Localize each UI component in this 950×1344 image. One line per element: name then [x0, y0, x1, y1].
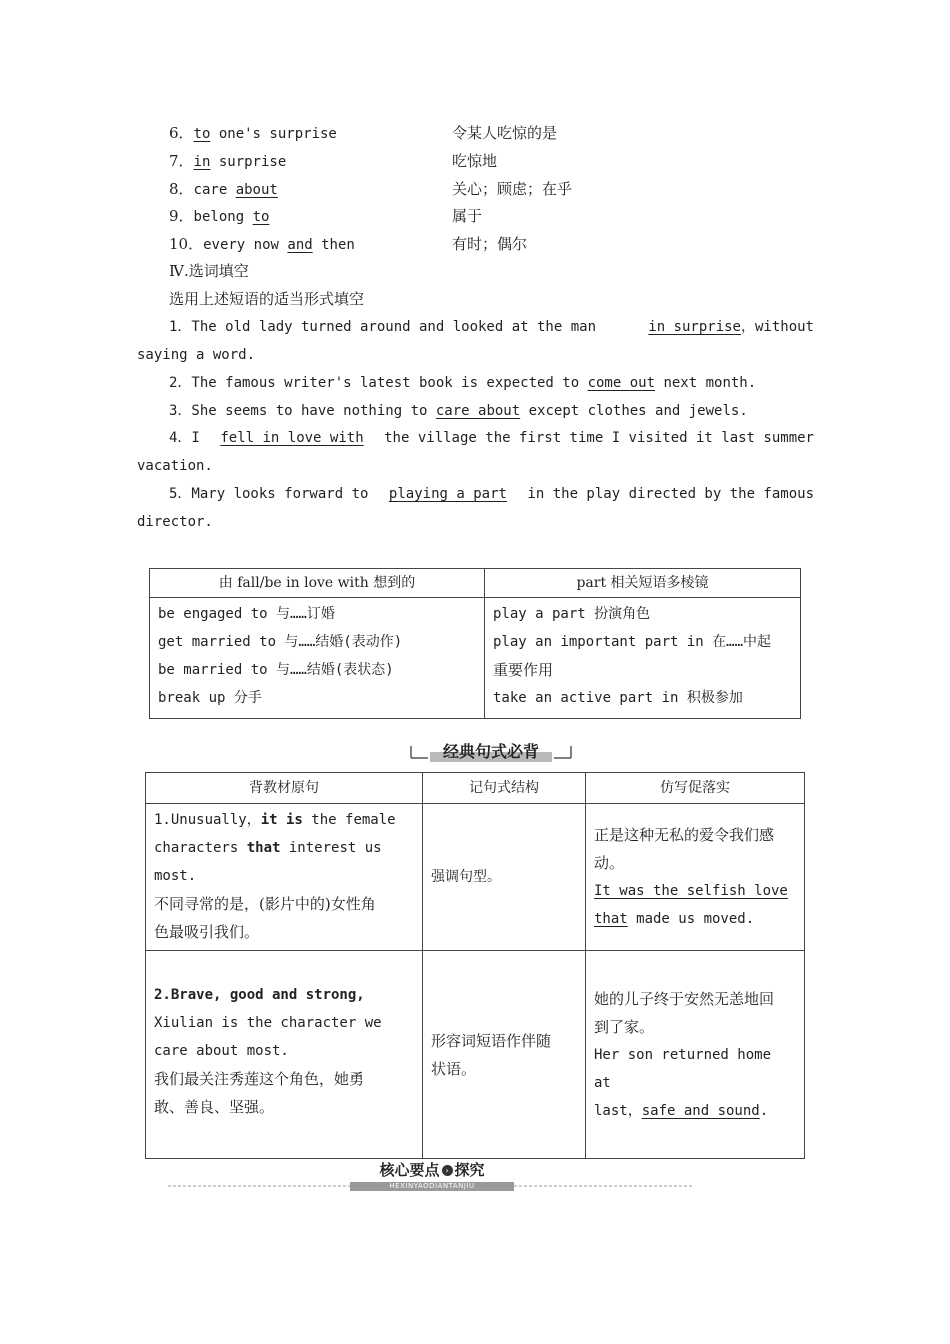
phrase-blank: about — [235, 182, 278, 198]
text: interest us — [280, 840, 382, 856]
practice-prompt: 正是这种无私的爱令我们感 — [594, 826, 775, 844]
sentence-orig-line: care about most. — [154, 1043, 289, 1059]
sentence-orig-line: most. — [154, 868, 197, 884]
practice-text: Her son returned home at — [594, 1046, 772, 1091]
chevron-right-icon: › — [442, 1165, 453, 1176]
emphasis-text: it is — [260, 812, 303, 828]
exercise-text: in the play directed by the famous — [527, 486, 814, 502]
exercise-text: 1．The old lady turned around and looked at the man — [169, 319, 597, 335]
sentence-table — [145, 772, 805, 1159]
sentence-table-header: 仿写促落实 — [586, 773, 805, 804]
exercise-1-cont: saying a word. — [137, 347, 256, 363]
sentence-orig-translation: 我们最关注秀莲这个角色，她勇 — [154, 1070, 365, 1088]
sentence-orig-line: 2.Brave, good and strong, — [154, 987, 365, 1003]
sentence-practice-cell — [586, 951, 805, 1159]
phrase-number: 8． — [169, 180, 194, 198]
exercise-answer: in surprise — [648, 319, 741, 335]
exercise-text: the village the first time I visited it last summer — [384, 430, 814, 446]
phrase-table-item: be married to 与……结婚(表状态) — [158, 662, 394, 678]
exercise-text: 2．The famous writer's latest book is expected to — [169, 375, 588, 391]
exercise-answer: care about — [435, 403, 521, 419]
section-instruction: 选用上述短语的适当形式填空 — [169, 290, 365, 308]
phrase-post: one's surprise — [210, 126, 337, 142]
practice-answer: It was the selfish love — [594, 883, 788, 899]
phrase-meaning: 令某人吃惊的是 — [452, 124, 558, 142]
phrase-item — [169, 233, 355, 255]
sentence-orig-cell — [146, 951, 423, 1159]
text: the female — [302, 812, 396, 828]
phrase-meaning: 关心；顾虑；在乎 — [452, 180, 573, 198]
phrase-pre: every now — [203, 237, 288, 253]
exercise-4 — [169, 427, 814, 449]
phrase-table-item: 重要作用 — [493, 661, 554, 679]
exercise-5-cont: director. — [137, 514, 213, 530]
practice-text: made us moved. — [627, 911, 755, 927]
phrase-item — [169, 122, 337, 144]
section-title: Ⅳ.选词填空 — [169, 262, 249, 280]
sentence-practice-cell — [586, 804, 805, 951]
phrase-table-item: play a part 扮演角色 — [493, 606, 651, 622]
exercise-text: except clothes and jewels. — [520, 403, 748, 419]
exercise-3 — [169, 400, 748, 422]
sentence-structure-cell — [423, 951, 586, 1159]
phrase-table-item: break up 分手 — [158, 690, 262, 706]
phrase-table-right-cell — [485, 598, 801, 719]
practice-text: . — [759, 1102, 769, 1119]
phrase-post: then — [312, 237, 355, 253]
exercise-text: next month. — [655, 375, 757, 391]
practice-prompt: 她的儿子终于安然无恙地回 — [594, 989, 775, 1008]
exercise-answer: playing a part — [388, 486, 507, 502]
phrase-meaning: 吃惊地 — [452, 152, 498, 170]
phrase-table-right-header: part 相关短语多棱镜 — [485, 569, 801, 598]
phrase-table-left-header: 由 fall/be in love with 想到的 — [150, 569, 485, 598]
phrase-pre: care — [193, 182, 236, 198]
phrase-table-item: get married to 与……结婚(表动作) — [158, 634, 403, 650]
exercise-text: 3．She seems to have nothing to — [169, 403, 436, 419]
phrase-table-item: be engaged to 与……订婚 — [158, 606, 335, 622]
phrase-table-item: take an active part in 积极参加 — [493, 690, 743, 706]
emphasis-text: that — [246, 840, 281, 856]
exercise-text: 5．Mary looks forward to — [169, 486, 369, 502]
sentence-orig-line — [154, 806, 414, 834]
sentence-table-header: 记句式结构 — [423, 773, 586, 804]
phrase-item — [169, 205, 269, 227]
phrase-meaning: 有时；偶尔 — [452, 235, 528, 253]
phrase-number: 10． — [169, 235, 204, 253]
banner-title: 核心要点 — [379, 1161, 440, 1179]
sentence-orig-translation: 敢、善良、坚强。 — [154, 1098, 275, 1116]
practice-answer-line — [594, 1097, 796, 1125]
phrase-number: 9． — [169, 207, 194, 225]
banner-title: 探究 — [454, 1161, 485, 1179]
practice-answer-line — [594, 905, 796, 933]
text: characters — [154, 840, 247, 856]
sentence-orig-translation: 色最吸引我们。 — [154, 923, 260, 941]
section-banner-classic — [410, 738, 572, 764]
sentence-table-header: 背教材原句 — [146, 773, 423, 804]
phrase-pre: belong — [193, 209, 253, 225]
exercise-blank-group — [648, 316, 814, 338]
sentence-orig-translation: 不同寻常的是，(影片中的)女性角 — [154, 895, 376, 913]
banner-subtitle: HEXINYAODIANTANJIU — [389, 1182, 475, 1190]
phrase-blank: to — [252, 209, 270, 225]
exercise-text: ，without — [740, 319, 814, 335]
phrase-number: 6． — [169, 124, 194, 142]
practice-text: last， — [594, 1102, 642, 1119]
phrase-number: 7． — [169, 152, 194, 170]
practice-answer: safe and sound — [641, 1102, 760, 1119]
phrase-blank: and — [287, 237, 313, 253]
text: 1.Unusually， — [154, 812, 261, 828]
banner-title-group — [350, 1159, 514, 1180]
phrase-blank: to — [193, 126, 211, 142]
sentence-structure-cell: 强调句型。 — [423, 804, 586, 951]
exercise-4-cont: vacation. — [137, 458, 213, 474]
section-banner-core — [168, 1158, 694, 1194]
exercise-answer: come out — [587, 375, 656, 391]
sentence-orig-line: Xiulian is the character we — [154, 1015, 382, 1031]
phrase-post: surprise — [210, 154, 287, 170]
phrase-item — [169, 178, 278, 200]
sentence-orig-cell — [146, 804, 423, 951]
structure-text: 形容词短语作伴随 — [431, 1031, 552, 1050]
banner-title: 经典句式必背 — [442, 742, 539, 761]
practice-prompt: 动。 — [594, 854, 625, 872]
phrase-meaning: 属于 — [452, 207, 483, 225]
phrase-table-left-cell — [150, 598, 485, 719]
structure-text: 状语。 — [431, 1059, 477, 1078]
exercise-answer: fell in love with — [220, 430, 364, 446]
exercise-text: 4．I — [169, 430, 200, 446]
exercise-5 — [169, 483, 814, 505]
practice-answer: that — [594, 911, 628, 927]
exercise-2 — [169, 372, 756, 394]
phrase-blank: in — [193, 154, 211, 170]
phrase-table — [149, 568, 801, 719]
phrase-item — [169, 150, 286, 172]
exercise-1 — [169, 316, 814, 338]
sentence-orig-line — [154, 834, 414, 862]
practice-prompt: 到了家。 — [594, 1017, 655, 1036]
phrase-table-item: play an important part in 在……中起 — [493, 634, 772, 650]
